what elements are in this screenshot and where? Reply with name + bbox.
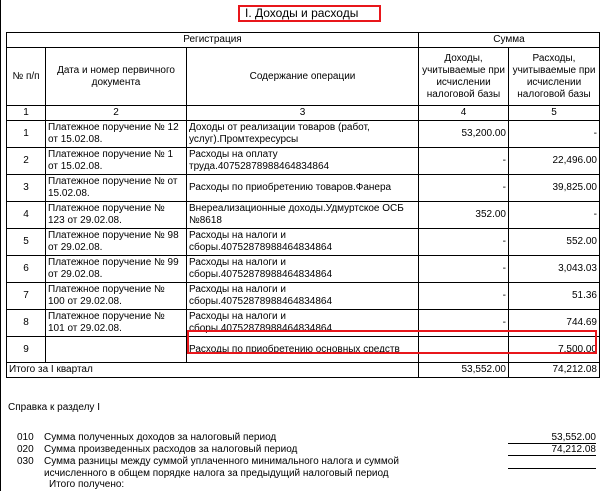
row-expense: 744.69	[509, 310, 600, 337]
line-text: Сумма полученных доходов за налоговый период	[44, 432, 277, 443]
group-header-sum: Сумма	[419, 33, 600, 48]
row-expense: 39,825.00	[509, 175, 600, 202]
table-row	[7, 256, 600, 283]
row-operation: Расходы по приобретению товаров.Фанера	[187, 175, 419, 202]
line-value	[508, 456, 596, 469]
row-doc	[46, 337, 187, 363]
line-text: Сумма произведенных расходов за налоговый период	[44, 444, 298, 455]
row-income	[419, 337, 509, 363]
row-num: 3	[7, 175, 46, 202]
row-operation: Доходы от реализации товаров (работ, услуг).Промтехресурсы	[187, 121, 419, 148]
reference-total-label: Итого получено:	[49, 479, 125, 490]
row-operation: Расходы на налоги и сборы.40752878988464834864	[187, 283, 419, 310]
row-expense: -	[509, 121, 600, 148]
income-expense-table	[6, 32, 600, 378]
group-header-registration: Регистрация	[7, 33, 419, 48]
col-number: 4	[419, 106, 509, 121]
col-number: 2	[46, 106, 187, 121]
col-header-doc: Дата и номер первичного документа	[46, 48, 187, 106]
reference-title: Справка к разделу I	[8, 402, 100, 413]
table-row	[7, 337, 600, 363]
row-num: 2	[7, 148, 46, 175]
row-income: 352.00	[419, 202, 509, 229]
table-row	[7, 175, 600, 202]
row-expense: -	[509, 202, 600, 229]
table-row	[7, 310, 600, 337]
col-header-income: Доходы, учитываемые при исчислении налоговой базы	[419, 48, 509, 106]
total-income: 53,552.00	[419, 363, 509, 378]
col-number: 5	[509, 106, 600, 121]
row-num: 5	[7, 229, 46, 256]
row-income: -	[419, 175, 509, 202]
row-doc: Платежное поручение № от 15.02.08.	[46, 175, 187, 202]
row-num: 6	[7, 256, 46, 283]
row-doc: Платежное поручение № 100 от 29.02.08.	[46, 283, 187, 310]
row-expense: 3,043.03	[509, 256, 600, 283]
row-income: -	[419, 148, 509, 175]
row-doc: Платежное поручение № 123 от 29.02.08.	[46, 202, 187, 229]
table-row	[7, 229, 600, 256]
row-income: -	[419, 283, 509, 310]
col-number: 1	[7, 106, 46, 121]
row-num: 4	[7, 202, 46, 229]
row-operation: Расходы на оплату труда.40752878988464834864	[187, 148, 419, 175]
row-income: -	[419, 310, 509, 337]
row-income: -	[419, 229, 509, 256]
line-code: 020	[17, 444, 34, 455]
section-title: I. Доходы и расходы	[238, 5, 381, 22]
row-expense: 51.36	[509, 283, 600, 310]
page-left-border	[0, 0, 1, 491]
reference-line-020	[0, 444, 600, 456]
row-num: 7	[7, 283, 46, 310]
row-operation: Расходы на налоги и сборы.40752878988464834864	[187, 229, 419, 256]
total-label: Итого за I квартал	[7, 363, 419, 378]
total-expense: 74,212.08	[509, 363, 600, 378]
row-num: 1	[7, 121, 46, 148]
line-value: 53,552.00	[508, 432, 596, 444]
row-income: 53,200.00	[419, 121, 509, 148]
row-num: 9	[7, 337, 46, 363]
row-doc: Платежное поручение № 99 от 29.02.08.	[46, 256, 187, 283]
line-code: 030	[17, 456, 34, 467]
col-header-operation: Содержание операции	[187, 48, 419, 106]
col-number: 3	[187, 106, 419, 121]
row-operation: Расходы по приобретению основных средств	[187, 337, 419, 363]
row-income: -	[419, 256, 509, 283]
row-doc: Платежное поручение № 101 от 29.02.08.	[46, 310, 187, 337]
table-row	[7, 148, 600, 175]
table-row	[7, 121, 600, 148]
row-operation: Расходы на налоги и сборы.40752878988464834864	[187, 310, 419, 337]
row-operation: Расходы на налоги и сборы.40752878988464834864	[187, 256, 419, 283]
row-doc: Платежное поручение № 12 от 15.02.08.	[46, 121, 187, 148]
line-text-continued: исчисленного в общем порядке налога за предыдущий налоговый период	[44, 468, 389, 479]
line-text: Сумма разницы между суммой уплаченного минимального налога и суммой	[44, 456, 399, 467]
row-doc: Платежное поручение № 98 от 29.02.08.	[46, 229, 187, 256]
row-num: 8	[7, 310, 46, 337]
row-doc: Платежное поручение № 1 от 15.02.08.	[46, 148, 187, 175]
line-code: 010	[17, 432, 34, 443]
row-expense: 22,496.00	[509, 148, 600, 175]
col-header-expense: Расходы, учитываемые при исчислении налоговой базы	[509, 48, 600, 106]
table-row	[7, 202, 600, 229]
reference-line-010	[0, 432, 600, 444]
row-expense: 552.00	[509, 229, 600, 256]
table-row	[7, 283, 600, 310]
total-row	[7, 363, 600, 378]
row-operation: Внереализационные доходы.Удмуртское ОСБ №8618	[187, 202, 419, 229]
row-expense: 7,500.00	[509, 337, 600, 363]
line-value: 74,212.08	[508, 444, 596, 456]
reference-line-030	[0, 456, 600, 480]
col-header-num: № п/п	[7, 48, 46, 106]
